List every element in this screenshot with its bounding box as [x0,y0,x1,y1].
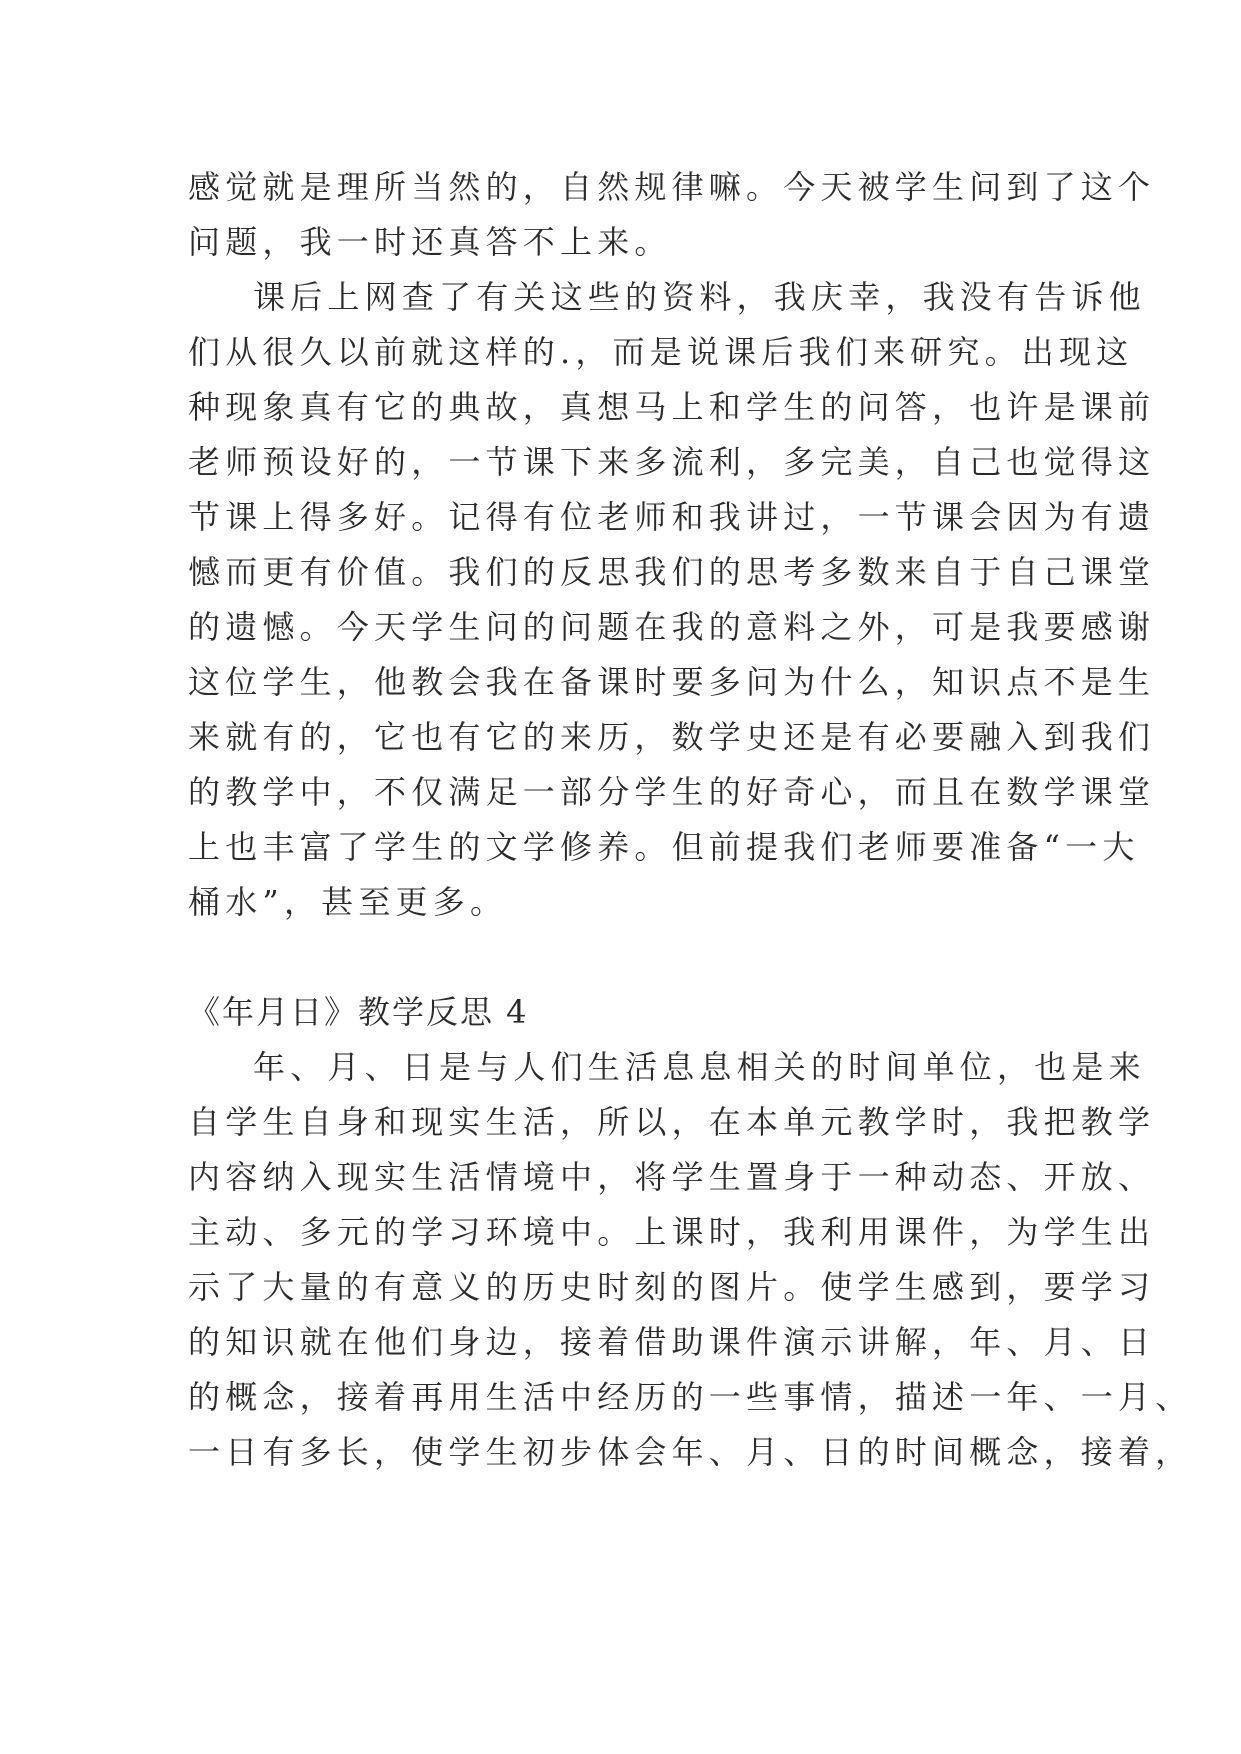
section-heading: 《年月日》教学反思 4 [188,993,529,1031]
text-line: 的知识就在他们身边，接着借助课件演示讲解，年、月、日 [188,1323,1156,1361]
text-line: 老师预设好的，一节课下来多流利，多完美，自己也觉得这 [188,443,1156,481]
text-line: 年、月、日是与人们生活息息相关的时间单位，也是来 [253,1048,1146,1086]
text-line: 的概念，接着再用生活中经历的一些事情，描述一年、一月、 [188,1378,1193,1416]
text-line: 示了大量的有意义的历史时刻的图片。使学生感到，要学习 [188,1268,1156,1306]
text-line: 一日有多长，使学生初步体会年、月、日的时间概念，接着， [188,1433,1193,1471]
text-line: 的遗憾。今天学生问的问题在我的意料之外，可是我要感谢 [188,608,1156,646]
text-line: 自学生自身和现实生活，所以，在本单元教学时，我把教学 [188,1103,1156,1141]
text-line: 桶水”，甚至更多。 [188,883,508,921]
text-line: 课后上网查了有关这些的资料，我庆幸，我没有告诉他 [253,278,1146,316]
text-line: 们从很久以前就这样的.，而是说课后我们来研究。出现这 [188,333,1134,371]
text-line: 节课上得多好。记得有位老师和我讲过，一节课会因为有遗 [188,498,1156,536]
text-line: 憾而更有价值。我们的反思我们的思考多数来自于自己课堂 [188,553,1156,591]
text-line: 这位学生，他教会我在备课时要多问为什么，知识点不是生 [188,663,1156,701]
text-line: 内容纳入现实生活情境中，将学生置身于一种动态、开放、 [188,1158,1156,1196]
text-line: 的教学中，不仅满足一部分学生的好奇心，而且在数学课堂 [188,773,1156,811]
text-line: 主动、多元的学习环境中。上课时，我利用课件，为学生出 [188,1213,1156,1251]
text-line: 来就有的，它也有它的来历，数学史还是有必要融入到我们 [188,718,1156,756]
text-line: 种现象真有它的典故，真想马上和学生的问答，也许是课前 [188,388,1156,426]
text-line: 感觉就是理所当然的，自然规律嘛。今天被学生问到了这个 [188,168,1156,206]
text-line: 上也丰富了学生的文学修养。但前提我们老师要准备“一大 [188,828,1140,866]
text-line: 问题，我一时还真答不上来。 [188,223,672,261]
